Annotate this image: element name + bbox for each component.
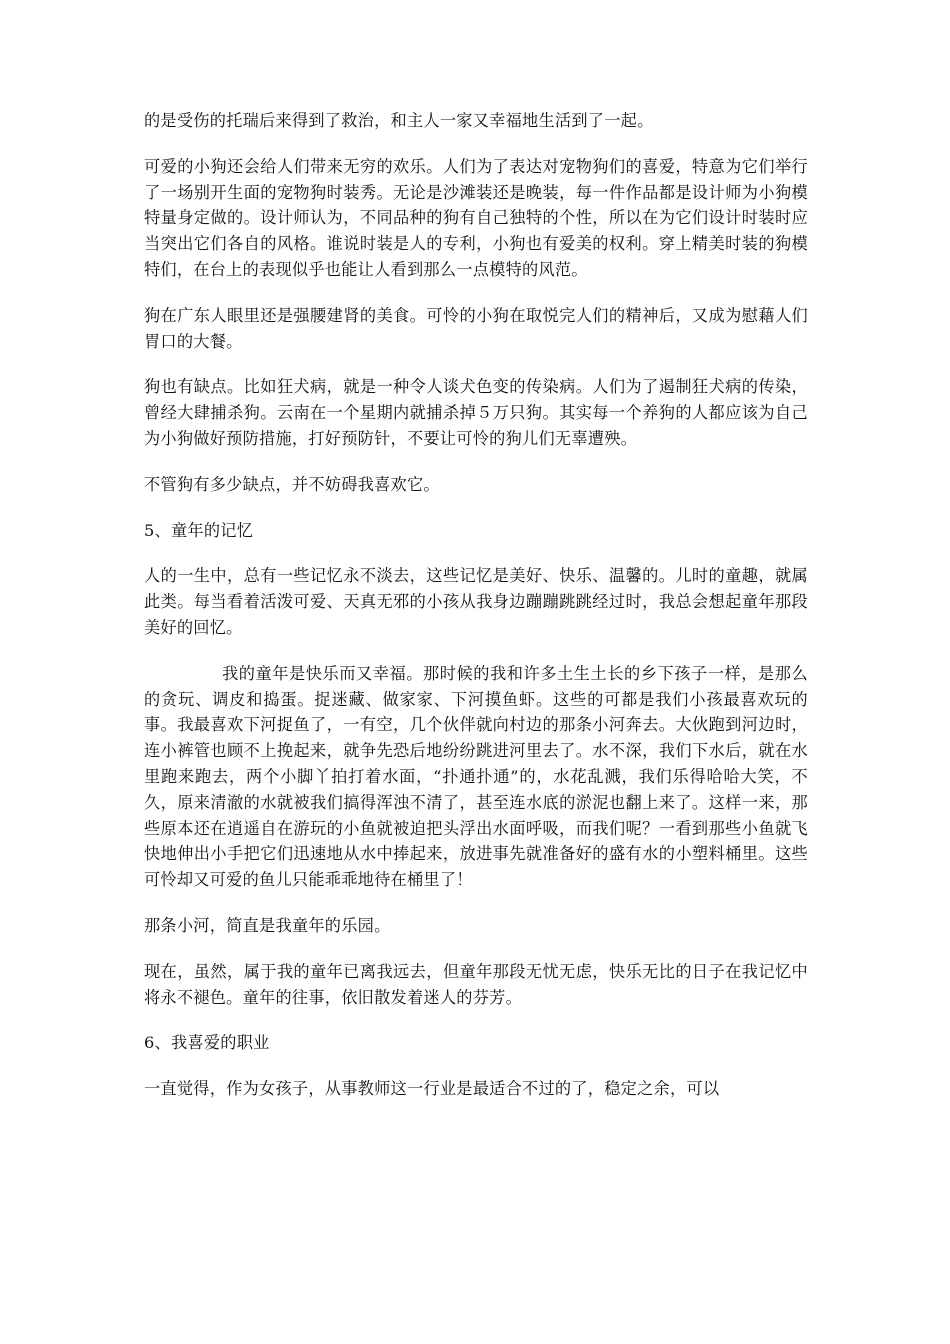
paragraph: 一直觉得，作为女孩子，从事教师这一行业是最适合不过的了，稳定之余，可以 xyxy=(144,1079,720,1099)
section-heading: 6、我喜爱的职业 xyxy=(144,1033,270,1053)
paragraph: 我的童年是快乐而又幸福。那时候的我和许多土生土长的乡下孩子一样，是那么的贪玩、调皮和捣蛋。捉迷藏、做家家、下河摸鱼虾。这些的可都是我们小孩最喜欢玩的事。我最喜欢下河捉鱼了，一有空，几个伙伴就向村边的那条小河奔去。大伙跑到河边时，连小裤管也顾不上挽起来，就争先恐后地纷纷跳进河里去了。水不深，我们下水后，就在水里跑来跑去，两个小脚丫拍打着水面，“扑通扑通”的，水花乱溅，我们乐得哈哈大笑，不久，原来清澈的水就被我们搞得浑浊不清了，甚至连水底的淤泥也翻上来了。这样一来，那些原本还在逍遥自在游玩的小鱼就被迫把头浮出水面呼吸，而我们呢？一看到那些小鱼就飞快地伸出小手把它们迅速地从水中捧起来，放进事先就准备好的盛有水的小塑料桶里。这些可怜却又可爱的鱼儿只能乖乖地待在桶里了！ xyxy=(144,663,808,890)
paragraph: 现在，虽然，属于我的童年已离我远去，但童年那段无忧无虑，快乐无比的日子在我记忆中将永不褪色。童年的往事，依旧散发着迷人的芬芳。 xyxy=(144,961,808,1007)
paragraph: 人的一生中，总有一些记忆永不淡去，这些记忆是美好、快乐、温馨的。儿时的童趣，就属此类。每当看着活泼可爱、天真无邪的小孩从我身边蹦蹦跳跳经过时，我总会想起童年那段美好的回忆。 xyxy=(144,566,808,637)
document-page xyxy=(144,108,808,1122)
paragraph: 狗在广东人眼里还是强腰建肾的美食。可怜的小狗在取悦完人们的精神后，又成为慰藉人们胃口的大餐。 xyxy=(144,305,808,351)
paragraph: 不管狗有多少缺点，并不妨碍我喜欢它。 xyxy=(144,474,440,494)
paragraph: 可爱的小狗还会给人们带来无穷的欢乐。人们为了表达对宠物狗们的喜爱，特意为它们举行了一场别开生面的宠物狗时装秀。无论是沙滩装还是晚装，每一件作品都是设计师为小狗模特量身定做的。设计师认为，不同品种的狗有自己独特的个性，所以在为它们设计时装时应当突出它们各自的风格。谁说时装是人的专利，小狗也有爱美的权利。穿上精美时装的狗模特们，在台上的表现似乎也能让人看到那么一点模特的风范。 xyxy=(144,156,808,279)
paragraph: 那条小河，简直是我童年的乐园。 xyxy=(144,915,391,935)
section-heading: 5、童年的记忆 xyxy=(144,520,254,540)
paragraph: 的是受伤的托瑞后来得到了救治，和主人一家又幸福地生活到了一起。 xyxy=(144,111,654,130)
paragraph: 狗也有缺点。比如狂犬病，就是一种令人谈犬色变的传染病。人们为了遏制狂犬病的传染，曾经大肆捕杀狗。云南在一个星期内就捕杀掉５万只狗。其实每一个养狗的人都应该为自己为小狗做好预防措施，打好预防针，不要让可怜的狗儿们无辜遭殃。 xyxy=(144,377,808,448)
